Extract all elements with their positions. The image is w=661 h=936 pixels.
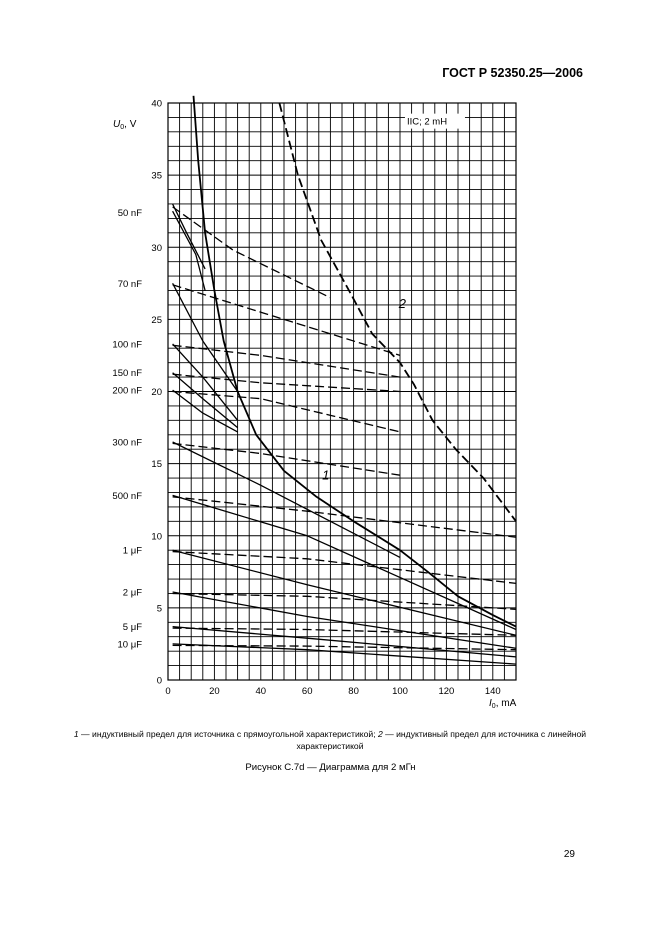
capacitance-labels (112, 208, 142, 650)
x-tick-label: 20 (209, 686, 220, 697)
dashed-series-line (173, 392, 400, 432)
y-tick-label: 10 (151, 531, 162, 543)
legend-1-text: — индуктивный предел для источника с прямоугольной характеристикой; (78, 729, 378, 739)
y-axis-label: $U_0$, V (113, 119, 137, 131)
capacitance-label: 50 nF (117, 208, 142, 220)
y-tick-label: 0 (156, 675, 162, 687)
solid-series-line (173, 204, 206, 269)
y-tick-label: 15 (151, 459, 162, 471)
x-axis-label: $I_0$, mA (489, 698, 517, 710)
x-tick-label: 120 (438, 686, 455, 697)
capacitance-label: 150 nF (112, 368, 142, 380)
capacitance-label: 200 nF (112, 385, 142, 397)
capacitance-label: 2 μF (122, 587, 142, 599)
capacitance-label: 300 nF (112, 437, 142, 449)
capacitance-label: 70 nF (117, 278, 142, 290)
curve-label: 1 (322, 467, 330, 483)
x-tick-label: 140 (484, 686, 501, 697)
dashed-series-line (173, 345, 400, 377)
curve-labels (322, 296, 407, 483)
x-tick-label: 60 (301, 686, 313, 697)
y-tick-label: 20 (151, 387, 162, 398)
figure-title: Рисунок С.7d — Диаграмма для 2 мГн (245, 762, 416, 773)
y-tick-label: 5 (156, 603, 162, 615)
capacitance-label: 500 nF (112, 490, 142, 502)
y-tick-label: 40 (151, 98, 162, 110)
document-code: ГОСТ Р 52350.25—2006 (442, 66, 583, 80)
page-number: 29 (563, 849, 575, 860)
capacitance-label: 1 μF (122, 545, 142, 557)
dashed-series-line (173, 628, 516, 635)
x-tick-label: 80 (348, 686, 359, 697)
x-tick-label: 0 (165, 686, 171, 697)
curve-label: 2 (398, 295, 406, 311)
box-label-group (405, 114, 465, 129)
solid-series-line (173, 442, 400, 557)
capacitance-label: 10 μF (117, 639, 142, 651)
capacitance-label: 100 nF (112, 339, 142, 351)
solid-series-line (173, 211, 206, 290)
y-tick-label: 30 (151, 242, 162, 254)
y-tick-label: 35 (151, 170, 162, 182)
x-tick-label: 100 (392, 686, 408, 697)
legend-2-text: — индуктивный предел для источника с линейной характеристикой (296, 729, 587, 751)
dashed-series-line (173, 497, 516, 537)
dashed-series-line (279, 103, 516, 521)
legend-2-number: 2 (377, 729, 383, 739)
legend-1-number: 1 (73, 729, 79, 739)
x-tick-label: 40 (255, 686, 267, 697)
dashed-series-line (173, 285, 400, 356)
chart-ticks (151, 99, 500, 698)
figure-legend (40, 728, 620, 752)
solid-series-line (173, 283, 238, 391)
capacitance-label: 5 μF (122, 622, 142, 634)
y-tick-label: 25 (151, 314, 162, 326)
box-label: IIC; 2 mH (406, 116, 448, 128)
